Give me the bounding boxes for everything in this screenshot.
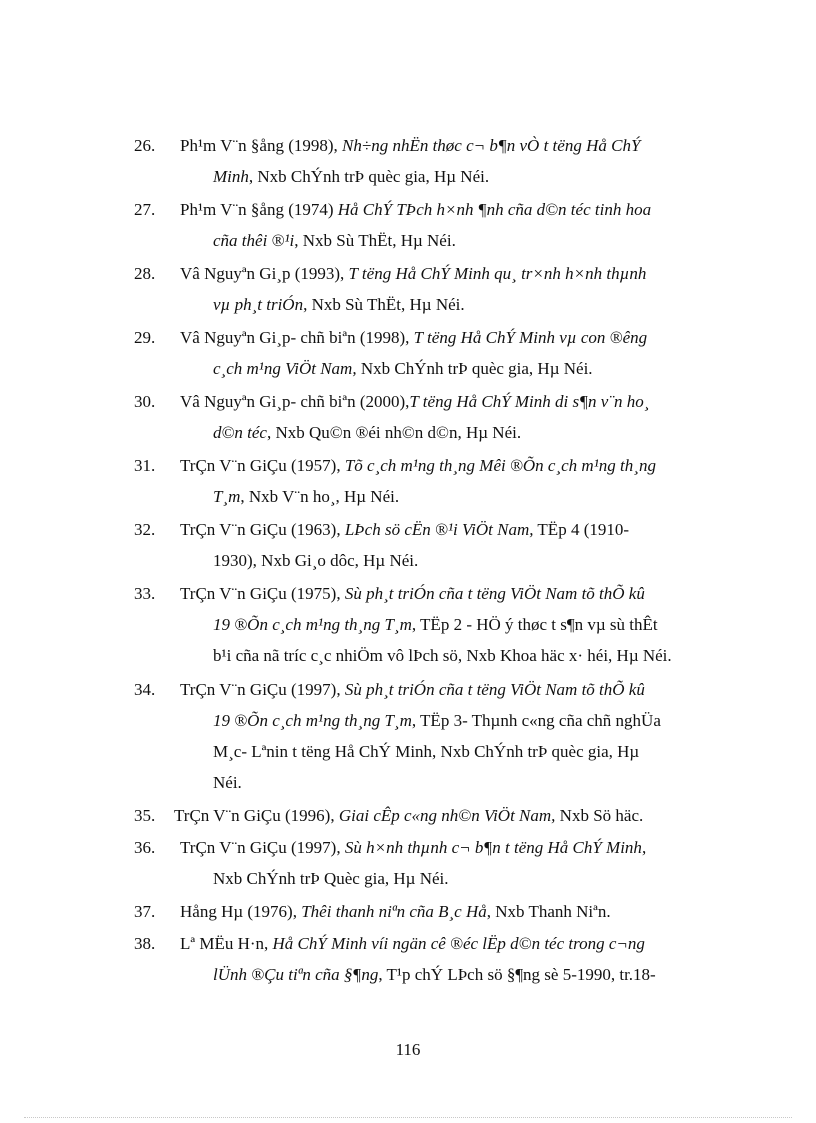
reference-line (213, 742, 639, 762)
reference-text: Hång Hµ (1976), (180, 902, 302, 921)
reference-title-text: c¸ch m¹ng ViÖt Nam, (213, 359, 357, 378)
reference-title-text: Hå ChÝ TÞch h×nh ¶nh cña d©n téc tinh hoa (337, 200, 652, 219)
reference-number: 36. (134, 838, 156, 857)
reference-number: 33. (134, 584, 156, 603)
reference-text: Nxb Sö häc. (555, 806, 644, 825)
reference-title-text: Sù ph¸t triÓn cña t tëng ViÖt Nam tõ thÕ kû (344, 680, 645, 699)
reference-number: 32. (134, 520, 156, 539)
reference-number: 30. (134, 392, 156, 411)
reference-title-text: 19 ®Õn c¸ch m¹ng th¸ng T¸m (213, 711, 412, 730)
reference-title-text: Minh (213, 167, 249, 186)
reference-title-text: T tëng Hå ChÝ Minh vµ con ®êng (413, 328, 648, 347)
reference-number: 27. (134, 200, 156, 219)
reference-line (213, 773, 242, 793)
reference-text: TrÇn V¨n GiÇu (1963), (180, 520, 345, 539)
reference-title-text: vµ ph¸t triÓn (213, 295, 304, 314)
reference-title-text: cña thêi ®¹i (213, 231, 295, 250)
reference-title-text: T tëng Hå ChÝ Minh qu¸ tr×nh h×nh thµnh (348, 264, 647, 283)
reference-title-text: Giai cÊp c«ng nh©n ViÖt Nam, (338, 806, 556, 825)
reference-text: , Nxb V¨n ho¸, Hµ Néi. (240, 487, 400, 506)
reference-text: M¸c- Lªnin t tëng Hå ChÝ Minh, Nxb ChÝnh trÞ quèc gia, Hµ (213, 742, 640, 761)
reference-title-text: d©n téc (213, 423, 267, 442)
reference-text: , (641, 838, 647, 857)
page-number: 116 (395, 1040, 421, 1059)
reference-line (180, 136, 640, 156)
reference-text: Nxb ChÝnh trÞ Quèc gia, Hµ Néi. (213, 869, 449, 888)
reference-number: 26. (134, 136, 156, 155)
reference-number: 29. (134, 328, 156, 347)
reference-line (213, 711, 661, 731)
reference-text: , T¹p chÝ LÞch sö §¶ng sè 5-1990, tr.18- (378, 965, 656, 984)
reference-line (213, 423, 521, 443)
reference-line (213, 295, 465, 315)
reference-line (180, 328, 647, 348)
reference-line (180, 264, 646, 284)
reference-number: 28. (134, 264, 156, 283)
reference-line (213, 359, 593, 379)
reference-title-text: 19 ®Õn c¸ch m¹ng th¸ng T¸m (213, 615, 412, 634)
reference-number: 34. (134, 680, 156, 699)
reference-number: 37. (134, 902, 156, 921)
reference-title-text: lÜnh ®Çu tiªn cña §¶ng (213, 965, 379, 984)
reference-text: , Nxb Sù ThËt, Hµ Néi. (294, 231, 456, 250)
reference-text: Vâ Nguyªn Gi¸p- chñ biªn (1998), (180, 328, 414, 347)
reference-line (174, 806, 643, 826)
reference-line (213, 487, 399, 507)
reference-text: Ph¹m V¨n §ång (1998), (180, 136, 343, 155)
reference-line (180, 392, 649, 412)
reference-text: Nxb ChÝnh trÞ quèc gia, Hµ Néi. (356, 359, 593, 378)
reference-line (213, 615, 658, 635)
reference-line (213, 551, 418, 571)
reference-text: , Nxb Sù ThËt, Hµ Néi. (303, 295, 465, 314)
reference-line (180, 456, 656, 476)
reference-text: , TËp 3- Thµnh c«ng cña chñ nghÜa (411, 711, 661, 730)
reference-line (180, 520, 629, 540)
reference-line (213, 231, 456, 251)
reference-line (213, 646, 672, 666)
reference-line (213, 869, 449, 889)
reference-number: 38. (134, 934, 156, 953)
reference-text: , TËp 2 - HÖ ý thøc t s¶n vµ sù thÊt (411, 615, 658, 634)
reference-number: 31. (134, 456, 156, 475)
reference-title-text: Sù ph¸t triÓn cña t tëng ViÖt Nam tõ thÕ kû (344, 584, 645, 603)
reference-text: TrÇn V¨n GiÇu (1975), (180, 584, 345, 603)
reference-line (213, 965, 656, 985)
reference-title-text: Hå ChÝ Minh víi ngän cê ®éc lËp d©n téc trong c¬ng (272, 934, 645, 953)
reference-text: , Nxb ChÝnh trÞ quèc gia, Hµ Néi. (248, 167, 490, 186)
reference-title-text: T¸m (213, 487, 241, 506)
reference-title-text: T tëng Hå ChÝ Minh di s¶n v¨n ho¸ (409, 392, 650, 411)
reference-text: , Nxb Thanh Niªn. (486, 902, 611, 921)
reference-text: Lª MËu H·n, (180, 934, 273, 953)
reference-line (180, 200, 651, 220)
reference-title-text: Thêi thanh niªn cña B¸c Hå (301, 902, 487, 921)
reference-number: 35. (134, 806, 156, 825)
reference-line (180, 584, 645, 604)
reference-text: , Nxb Qu©n ®éi nh©n d©n, Hµ Néi. (266, 423, 522, 442)
reference-line (180, 680, 645, 700)
footer-divider (24, 1117, 792, 1118)
reference-text: b¹i cña nã tríc c¸c nhiÖm vô lÞch sö, Nxb Khoa häc x· héi, Hµ Néi. (213, 646, 672, 665)
reference-text: Néi. (213, 773, 242, 792)
reference-text: TrÇn V¨n GiÇu (1957), (180, 456, 345, 475)
reference-title-text: LÞch sö cËn ®¹i ViÖt Nam, (344, 520, 534, 539)
reference-text: TrÇn V¨n GiÇu (1997), (180, 838, 345, 857)
reference-text: TËp 4 (1910- (533, 520, 630, 539)
reference-text: Vâ Nguyªn Gi¸p (1993), (180, 264, 349, 283)
reference-line (213, 167, 489, 187)
reference-line (180, 838, 646, 858)
reference-title-text: Sù h×nh thµnh c¬ b¶n t tëng Hå ChÝ Minh (344, 838, 642, 857)
reference-text: Ph¹m V¨n §ång (1974) (180, 200, 338, 219)
reference-title-text: Nh÷ng nhËn thøc c¬ b¶n vÒ t tëng Hå ChÝ (342, 136, 641, 155)
reference-text: TrÇn V¨n GiÇu (1997), (180, 680, 345, 699)
reference-line (180, 902, 611, 922)
reference-line (180, 934, 645, 954)
reference-text: 1930), Nxb Gi¸o dôc, Hµ Néi. (213, 551, 419, 570)
reference-title-text: Tõ c¸ch m¹ng th¸ng Mêi ®Õn c¸ch m¹ng th¸ng (344, 456, 656, 475)
reference-text: TrÇn V¨n GiÇu (1996), (174, 806, 339, 825)
reference-text: Vâ Nguyªn Gi¸p- chñ biªn (2000), (180, 392, 410, 411)
